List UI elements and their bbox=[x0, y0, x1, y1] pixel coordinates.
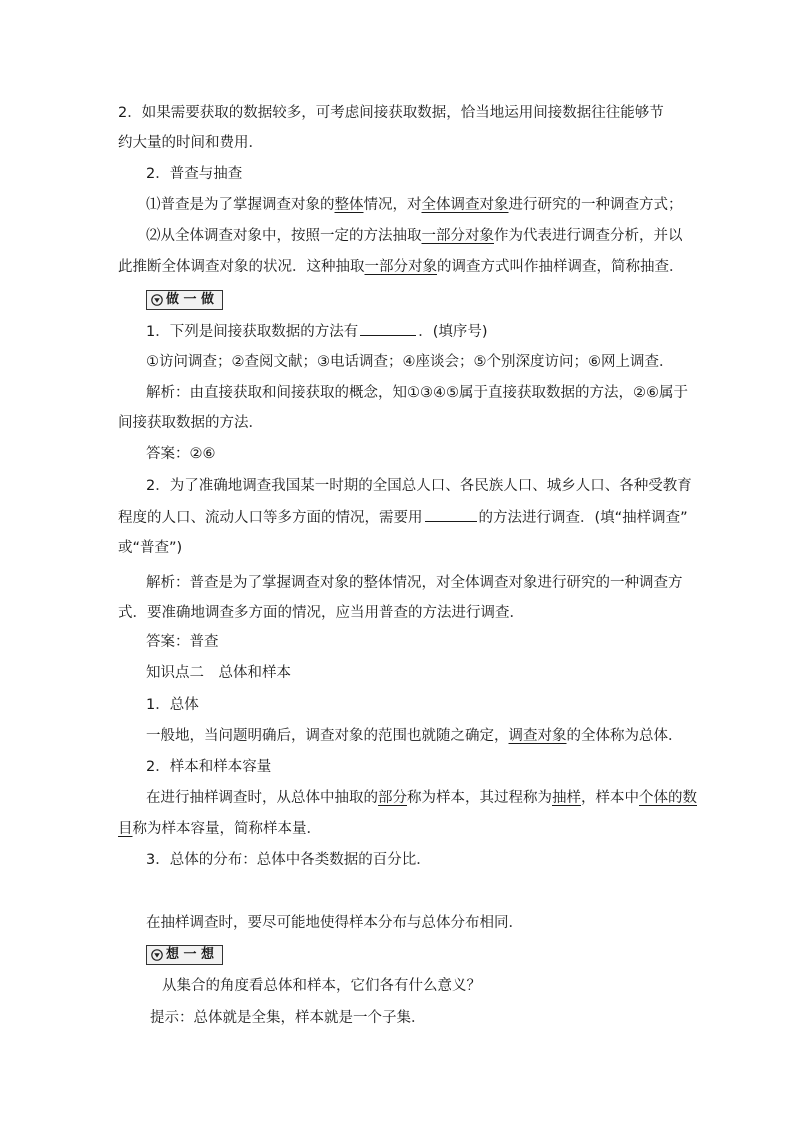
subsection-title: 3．总体的分布：总体中各类数据的百分比． bbox=[146, 852, 431, 868]
analysis-line: 解析：普查是为了掌握调查对象的整体情况，对全体调查对象进行研究的一种调查方 bbox=[146, 575, 683, 591]
question-2: 2．为了准确地调查我国某一时期的全国总人口、各民族人口、城乡人口、各种受教育 bbox=[146, 478, 692, 494]
question-2-line: 或“普查”) bbox=[118, 540, 183, 556]
definition-census: ⑴普查是为了掌握调查对象的整体情况，对全体调查对象进行研究的一种调查方式； bbox=[146, 197, 683, 213]
analysis-line: 间接获取数据的方法． bbox=[118, 415, 263, 431]
definition-population: 一般地，当问题明确后，调查对象的范围也就随之确定，调查对象的全体称为总体． bbox=[146, 728, 683, 744]
underlined-term: 一部分对象 bbox=[364, 259, 437, 275]
answer-line: 答案：普查 bbox=[146, 634, 219, 650]
underlined-term: 目 bbox=[118, 821, 133, 837]
subsection-title: 2．样本和样本容量 bbox=[146, 759, 272, 775]
answer-line: 答案：②⑥ bbox=[146, 446, 216, 462]
subsection-title: 1．总体 bbox=[146, 697, 199, 713]
underlined-term: 抽样 bbox=[552, 790, 581, 806]
underlined-term: 全体调查对象 bbox=[421, 197, 509, 213]
underlined-term: 整体 bbox=[334, 197, 364, 213]
question-1-options: ①访问调查；②查阅文献；③电话调查；④座谈会；⑤个别深度访问；⑥网上调查． bbox=[146, 354, 674, 370]
underlined-term: 一部分对象 bbox=[421, 228, 494, 244]
section-title: 2．普查与抽查 bbox=[146, 166, 243, 182]
answer-blank bbox=[425, 507, 477, 522]
underlined-term: 个体的数 bbox=[639, 790, 697, 806]
badge-do-it: 做 一 做 bbox=[146, 290, 223, 310]
underlined-term: 部分 bbox=[378, 790, 407, 806]
triangle-circle-icon bbox=[151, 949, 163, 961]
paragraph-line: 在抽样调查时，要尽可能地使得样本分布与总体分布相同． bbox=[146, 915, 523, 931]
question-1: 1．下列是间接获取数据的方法有 ．(填序号) bbox=[146, 321, 706, 342]
badge-think-it: 想 一 想 bbox=[146, 945, 223, 965]
triangle-circle-icon bbox=[151, 294, 163, 306]
underlined-term: 调查对象 bbox=[508, 728, 567, 744]
paragraph-line: 约大量的时间和费用． bbox=[118, 135, 263, 151]
analysis-line: 式．要准确地调查多方面的情况，应当用普查的方法进行调查． bbox=[118, 605, 524, 621]
analysis-line: 解析：由直接获取和间接获取的概念，知①③④⑤属于直接获取数据的方法，②⑥属于 bbox=[146, 385, 688, 401]
definition-sampling-cont: 此推断全体调查对象的状况．这种抽取一部分对象的调查方式叫作抽样调查，简称抽查． bbox=[118, 259, 684, 275]
definition-sample: 在进行抽样调查时，从总体中抽取的部分称为样本，其过程称为抽样，样本中个体的数 bbox=[146, 790, 697, 806]
hint-line: 提示：总体就是全集，样本就是一个子集． bbox=[150, 1010, 426, 1026]
answer-blank bbox=[360, 321, 416, 336]
question-2-line: 程度的人口、流动人口等多方面的情况，需要用 的方法进行调查．(填“抽样调查” bbox=[118, 507, 678, 528]
think-question: 从集合的角度看总体和样本，它们各有什么意义？ bbox=[162, 978, 481, 994]
definition-sampling: ⑵从全体调查对象中，按照一定的方法抽取一部分对象作为代表进行调查分析，并以 bbox=[146, 228, 683, 244]
definition-sample-cont: 目称为样本容量，简称样本量． bbox=[118, 821, 321, 837]
knowledge-point-title: 知识点二 总体和样本 bbox=[146, 665, 291, 681]
paragraph-line: 2．如果需要获取的数据较多，可考虑间接获取数据，恰当地运用间接数据往往能够节 bbox=[118, 105, 664, 121]
